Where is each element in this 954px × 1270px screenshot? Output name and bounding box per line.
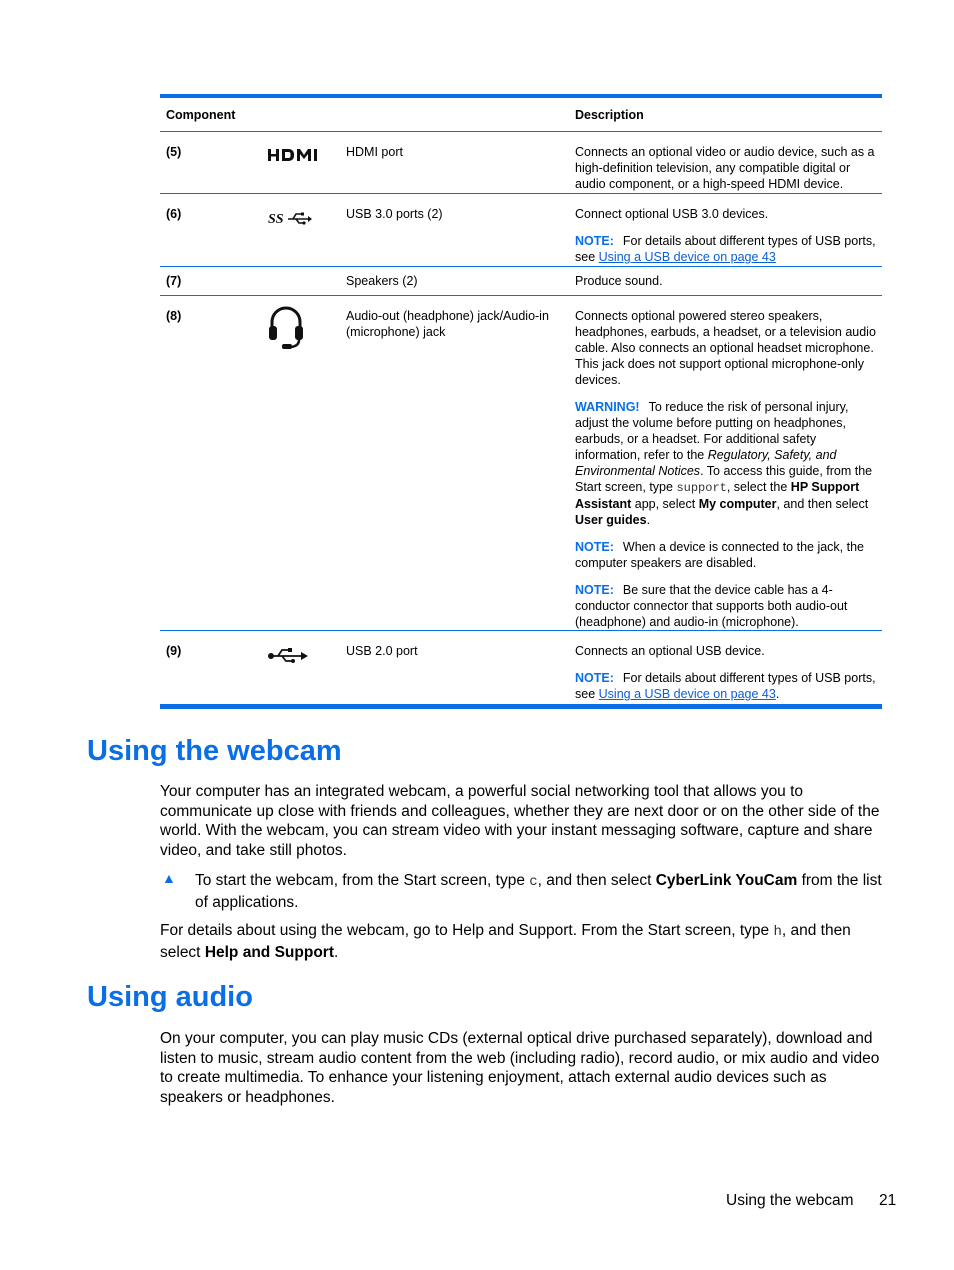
menu-my-computer: My computer bbox=[698, 497, 777, 511]
row-number: (6) bbox=[166, 207, 182, 221]
bullet-text: , and then select bbox=[537, 872, 656, 889]
description-text: Connects optional powered stereo speakers, headphones, earbuds, a headset, or a television audio cable. Also connects an optional headset microphone. This jack does not support optional microphone-only devices. bbox=[575, 309, 876, 387]
command-c: c bbox=[529, 874, 538, 890]
webcam-paragraph: Your computer has an integrated webcam, a powerful social networking tool that allows you to communicate up close with friends and colleagues, whether they are next door or on the other side of the world. With the webcam, you can stream video with your instant messaging software, capture and share video, and take still photos. bbox=[160, 783, 880, 859]
warning-text: , and then select bbox=[776, 497, 869, 511]
row-number: (7) bbox=[166, 274, 182, 288]
warning-text: , select the bbox=[726, 480, 791, 494]
bullet-text: from the list of applications. bbox=[195, 872, 882, 911]
row-number: (5) bbox=[166, 145, 182, 159]
table-row bbox=[160, 132, 882, 194]
component-name: USB 3.0 ports (2) bbox=[346, 207, 443, 221]
description-text: Connect optional USB 3.0 devices. bbox=[575, 207, 769, 221]
note-label: NOTE: bbox=[575, 234, 614, 248]
header-component: Component bbox=[166, 108, 236, 122]
warning-paragraph bbox=[575, 399, 882, 528]
icon-cell-empty bbox=[260, 267, 346, 295]
note-paragraph bbox=[575, 233, 882, 265]
description-text: Connects an optional video or audio device, such as a high-definition television, any compatible digital or audio component, or a high-speed HDMI device. bbox=[575, 145, 875, 191]
usb-device-link[interactable]: Using a USB device on page 43 bbox=[598, 250, 776, 264]
webcam-heading: Using the webcam bbox=[87, 735, 342, 767]
page-number: 21 bbox=[879, 1192, 897, 1209]
app-name: HP Support Assistant bbox=[575, 480, 860, 511]
row-number: (9) bbox=[166, 644, 182, 658]
description-text: Produce sound. bbox=[575, 274, 663, 288]
svg-text:SS: SS bbox=[268, 212, 284, 226]
audio-heading: Using audio bbox=[87, 981, 253, 1013]
component-description bbox=[575, 631, 882, 704]
table-bottom-rule bbox=[160, 705, 882, 709]
help-text: , and then select bbox=[160, 922, 851, 961]
command-h: h bbox=[773, 924, 782, 940]
note-label: NOTE: bbox=[575, 540, 614, 554]
table-row bbox=[160, 631, 882, 705]
row-number: (8) bbox=[166, 309, 182, 323]
help-text: For details about using the webcam, go to Help and Support. From the Start screen, type bbox=[160, 922, 774, 939]
component-name: HDMI port bbox=[346, 145, 403, 159]
help-text: . bbox=[333, 943, 339, 961]
component-name: Speakers (2) bbox=[346, 274, 418, 288]
bullet-triangle-icon: ▲ bbox=[162, 870, 176, 886]
usb-device-link[interactable]: Using a USB device on page 43 bbox=[598, 687, 776, 701]
note-text: . bbox=[775, 687, 780, 701]
note-text: When a device is connected to the jack, the computer speakers are disabled. bbox=[575, 540, 865, 570]
component-description bbox=[575, 296, 882, 630]
component-description bbox=[575, 267, 882, 295]
table-row bbox=[160, 194, 882, 267]
description-text: Connects an optional USB device. bbox=[575, 644, 765, 658]
hdmi-icon bbox=[260, 132, 346, 193]
bullet-text: To start the webcam, from the Start screen, type bbox=[195, 872, 530, 889]
table-header bbox=[160, 98, 882, 132]
warning-text: app, select bbox=[631, 497, 699, 511]
component-table bbox=[160, 94, 882, 709]
menu-user-guides: User guides bbox=[575, 513, 647, 527]
header-description: Description bbox=[575, 108, 644, 122]
headphone-icon bbox=[260, 296, 346, 630]
warning-text: To reduce the risk of personal injury, adjust the volume before putting on headphones, earbuds, or a headset. For additional safety information, refer to the bbox=[575, 400, 849, 462]
component-name: USB 2.0 port bbox=[346, 644, 418, 658]
usb3-icon bbox=[260, 194, 346, 266]
component-description bbox=[575, 132, 882, 193]
usb-icon bbox=[260, 631, 346, 704]
note-paragraph bbox=[575, 582, 882, 630]
notices-title: Regulatory, Safety, and Environmental Notices bbox=[575, 448, 837, 478]
table-row bbox=[160, 296, 882, 631]
note-text: Be sure that the device cable has a 4-conductor connector that supports both audio-out (headphone) and audio-in (microphone). bbox=[575, 583, 848, 629]
app-cyberlink: CyberLink YouCam bbox=[655, 872, 798, 889]
note-label: NOTE: bbox=[575, 671, 614, 685]
warning-text: . To access this guide, from the Start screen, type bbox=[575, 464, 873, 494]
note-text: For details about different types of USB ports, see bbox=[575, 671, 876, 701]
note-label: NOTE: bbox=[575, 583, 614, 597]
component-description bbox=[575, 194, 882, 266]
help-and-support: Help and Support bbox=[204, 943, 334, 961]
note-paragraph bbox=[575, 539, 882, 571]
note-text: For details about different types of USB ports, see bbox=[575, 234, 876, 264]
command-support: support bbox=[676, 481, 727, 495]
table-row bbox=[160, 267, 882, 296]
warning-label: WARNING! bbox=[575, 400, 640, 414]
webcam-bullet bbox=[195, 871, 885, 912]
component-name: Audio-out (headphone) jack/Audio-in (microphone) jack bbox=[346, 309, 549, 339]
note-paragraph bbox=[575, 670, 882, 702]
warning-text: . bbox=[646, 513, 651, 527]
audio-paragraph: On your computer, you can play music CDs (external optical drive purchased separately), download and listen to music, stream audio content from the web (including radio), record audio, or mix audio and video to create multimedia. To enhance your listening enjoyment, attach external audio devices such as speakers or headphones. bbox=[160, 1030, 880, 1106]
footer-section: Using the webcam bbox=[726, 1192, 854, 1209]
webcam-help-paragraph bbox=[160, 921, 885, 962]
